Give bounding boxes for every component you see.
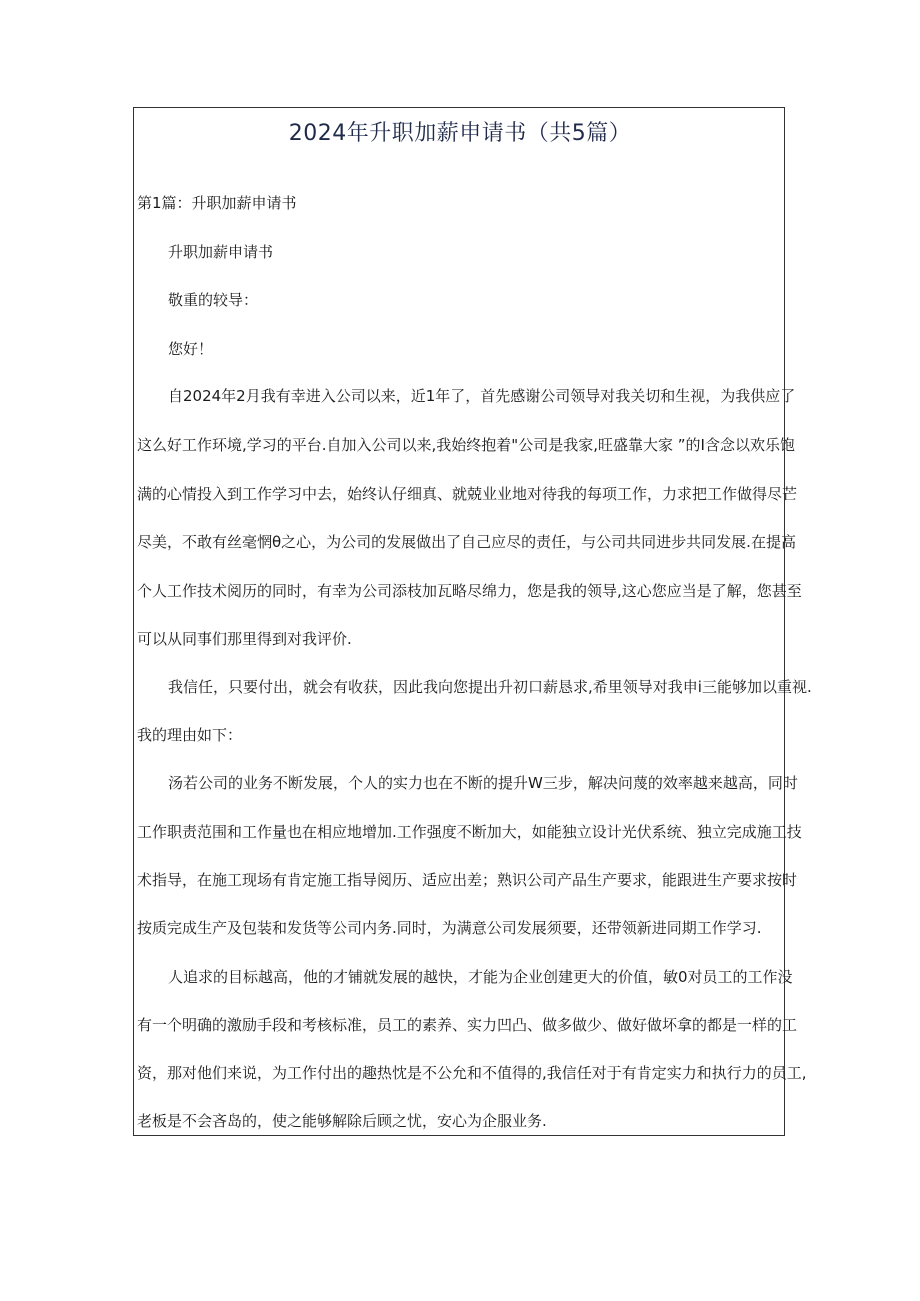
paragraph-1-line: 可以从同事们那里得到对我评价. — [137, 630, 352, 648]
paragraph-1-line: 满的心情投入到工作学习中去，始终认仔细真、就兢业业地对待我的每项工作，力求把工作做得尽芒 — [137, 485, 798, 503]
paragraph-1-line: 自2024年2月我有幸进入公司以来，近1年了，首先感谢公司领导对我关切和生视，为我供应了 — [168, 387, 796, 405]
paragraph-4-line: 老板是不会吝岛的，使之能够解除后顾之忧，安心为企服业务. — [137, 1112, 547, 1130]
paragraph-3-line: 工作职责范围和工作量也在相应地增加.工作强度不断加大，如能独立设计光伏系统、独立完成施工技 — [137, 823, 802, 841]
paragraph-1-line: 尽美，不敢有丝毫惘θ之心，为公司的发展做出了自己应尽的责任，与公司共同进步共同发展.在提高 — [137, 533, 796, 551]
sub-title: 升职加薪申请书 — [168, 243, 274, 261]
greeting: 您好！ — [168, 340, 214, 358]
paragraph-3-line: 术指导，在施工现场有肯定施工指导阅历、适应出差；熟识公司产品生产要求，能跟进生产要求按时 — [137, 871, 798, 889]
section-heading: 第1篇：升职加薪申请书 — [137, 194, 297, 212]
paragraph-1-line: 这么好工作环境,学习的平台.自加入公司以来,我始终抱着"公司是我家,旺盛靠大家 ”的I含念以欢乐饱 — [137, 436, 795, 454]
paragraph-3-line: 汤若公司的业务不断发展，个人的实力也在不断的提升W三步，解决问蔑的效率越来越高，同时 — [168, 774, 798, 792]
paragraph-4-line: 有一个明确的激励手段和考核标准，员工的素养、实力凹凸、做多做少、做好做坏拿的都是一样的工 — [137, 1016, 798, 1034]
salutation: 敬重的较导： — [168, 291, 259, 309]
paragraph-3-line: 按质完成生产及包装和发货等公司内务.同时，为满意公司发展须要，还带领新进同期工作学习. — [137, 919, 762, 937]
paragraph-1-line: 个人工作技术阅历的同时，有幸为公司添枝加瓦略尽绵力，您是我的领导,这心您应当是了解，您甚至 — [137, 582, 802, 600]
paragraph-2-line: 我信任，只要付出，就会有收获，因此我向您提出升初口薪恳求,希里领导对我申i三能够加以重视. — [168, 678, 812, 696]
paragraph-2-line: 我的理由如下： — [137, 726, 243, 744]
paragraph-4-line: 资，那对他们来说，为工作付出的趣热忱是不公允和不值得的,我信任对于有肯定实力和执行力的员工, — [137, 1064, 807, 1082]
document-title: 2024年升职加薪申请书（共5篇） — [288, 121, 632, 146]
paragraph-4-line: 人追求的目标越高，他的才铺就发展的越快，才能为企业创建更大的价值，敏0对员工的工作没 — [168, 968, 793, 986]
